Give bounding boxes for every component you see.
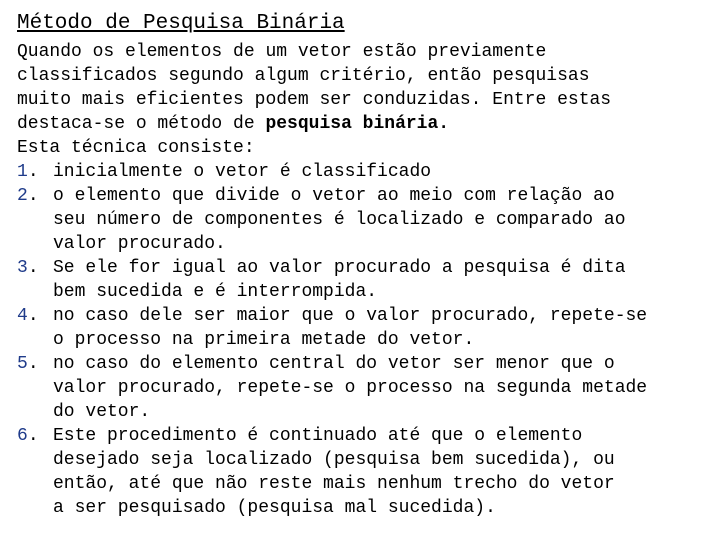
step-text [53, 352, 647, 424]
step-line: Se ele for igual ao valor procurado a pesquisa é dita [53, 258, 626, 278]
step-number-digit: 6 [17, 426, 28, 446]
step-row [17, 184, 720, 256]
step-number-digit: 1 [17, 162, 28, 182]
step-number-digit: 2 [17, 186, 28, 206]
intro-line-3: muito mais eficientes podem ser conduzidas. Entre estas [17, 90, 612, 110]
step-row [17, 352, 720, 424]
step-line: valor procurado, repete-se o processo na segunda metade [53, 378, 648, 398]
list-item [17, 160, 720, 184]
step-line: inicialmente o vetor é classificado [53, 162, 432, 182]
step-line: a ser pesquisado (pesquisa mal sucedida). [53, 498, 496, 518]
step-number: 2. [17, 186, 50, 206]
step-line: desejado seja localizado (pesquisa bem sucedida), ou [53, 450, 615, 470]
step-line: o processo na primeira metade do vetor. [53, 330, 475, 350]
slide-body [17, 40, 720, 520]
step-line: Este procedimento é continuado até que o elemento [53, 426, 583, 446]
step-line: no caso dele ser maior que o valor procurado, repete-se [53, 306, 648, 326]
step-line: valor procurado. [53, 234, 226, 254]
intro-line-5: Esta técnica consiste: [17, 138, 255, 158]
intro-line-4 [17, 112, 720, 136]
step-number-digit: 5 [17, 354, 28, 374]
step-number: 4. [17, 306, 50, 326]
list-item [17, 304, 720, 352]
intro-line-2: classificados segundo algum critério, então pesquisas [17, 66, 590, 86]
step-number-digit: 3 [17, 258, 28, 278]
step-text [53, 160, 431, 184]
step-number: 6. [17, 426, 50, 446]
step-row [17, 304, 720, 352]
step-line: bem sucedida e é interrompida. [53, 282, 378, 302]
step-text [53, 256, 626, 304]
step-text [53, 424, 615, 520]
step-row [17, 424, 720, 520]
step-text [53, 304, 647, 352]
step-line: no caso do elemento central do vetor ser menor que o [53, 354, 615, 374]
step-line: do vetor. [53, 402, 151, 422]
step-number: 1. [17, 162, 50, 182]
step-row [17, 256, 720, 304]
intro-bold-term: pesquisa binária. [265, 114, 450, 134]
step-text [53, 184, 626, 256]
list-item [17, 184, 720, 256]
step-row [17, 160, 720, 184]
list-item [17, 256, 720, 304]
page-title: Método de Pesquisa Binária [17, 12, 345, 35]
step-number: 3. [17, 258, 50, 278]
intro-line-4-text: destaca-se o método de [17, 114, 266, 134]
step-line: seu número de componentes é localizado e comparado ao [53, 210, 626, 230]
step-number: 5. [17, 354, 50, 374]
list-item [17, 424, 720, 520]
step-line: o elemento que divide o vetor ao meio com relação ao [53, 186, 615, 206]
intro-line-1: Quando os elementos de um vetor estão previamente [17, 42, 547, 62]
step-line: então, até que não reste mais nenhum trecho do vetor [53, 474, 615, 494]
steps-list [17, 160, 720, 520]
list-item [17, 352, 720, 424]
step-number-digit: 4 [17, 306, 28, 326]
